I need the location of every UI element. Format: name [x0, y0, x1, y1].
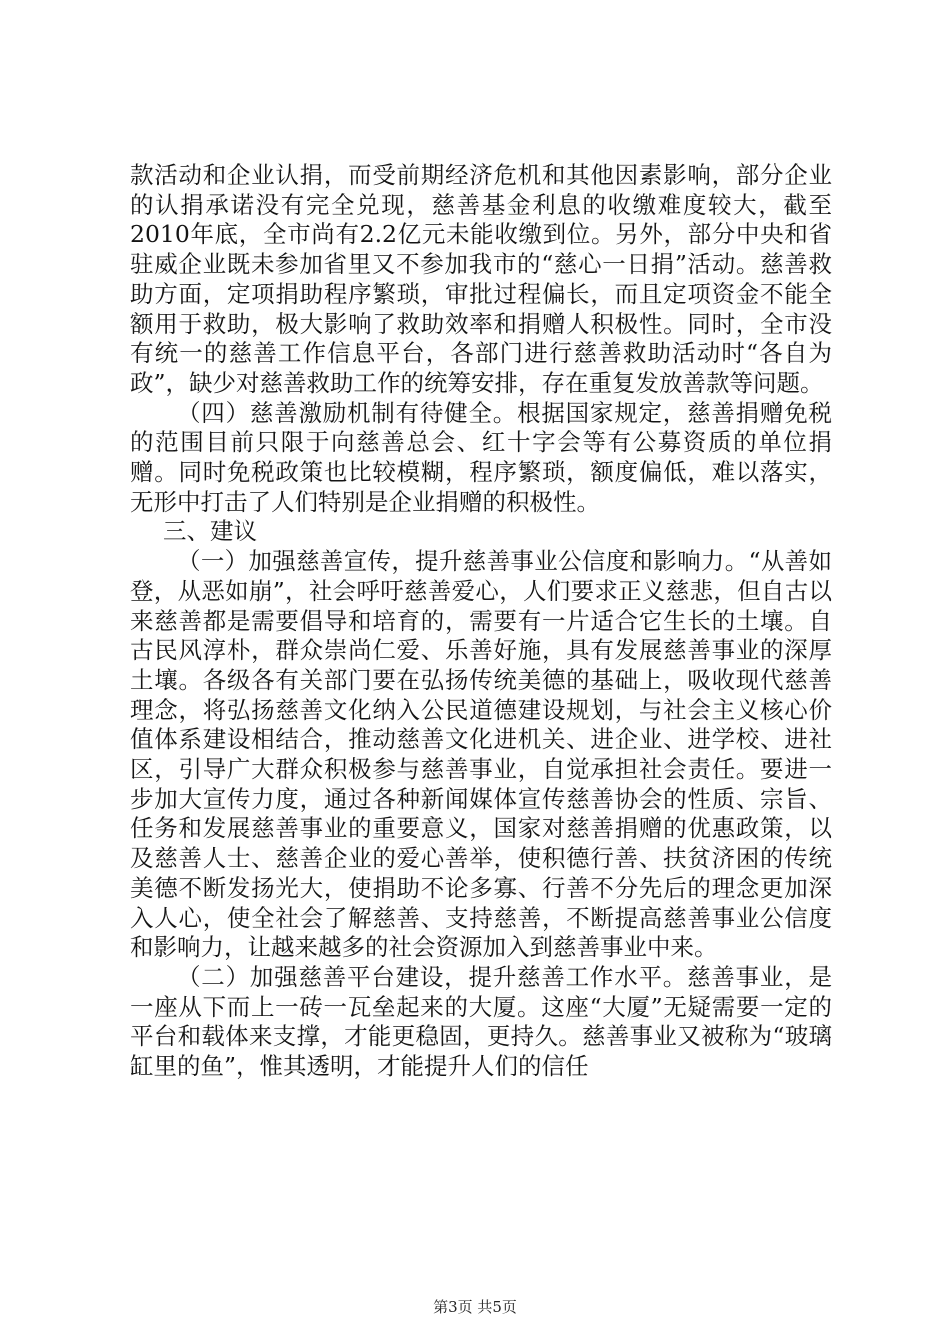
- paragraph-suggestion-two: （二）加强慈善平台建设，提升慈善工作水平。慈善事业，是一座从下而上一砖一瓦垒起来的大厦。这座“大厦”无疑需要一定的平台和载体来支撑，才能更稳固，更持久。慈善事业又被称为“玻璃缸里的鱼”，惟其透明，才能提升人们的信任: [130, 962, 832, 1081]
- document-body: [130, 161, 832, 1082]
- page-footer: 第3页 共5页: [433, 1298, 517, 1316]
- paragraph-suggestion-one: （一）加强慈善宣传，提升慈善事业公信度和影响力。“从善如登，从恶如崩”，社会呼吁慈善爱心，人们要求正义慈悲，但自古以来慈善都是需要倡导和培育的，需要有一片适合它生长的土壤。自古民风淳朴，群众崇尚仁爱、乐善好施，具有发展慈善事业的深厚土壤。各级各有关部门要在弘扬传统美德的基础上，吸收现代慈善理念，将弘扬慈善文化纳入公民道德建设规划，与社会主义核心价值体系建设相结合，推动慈善文化进机关、进企业、进学校、进社区，引导广大群众积极参与慈善事业，自觉承担社会责任。要进一步加大宣传力度，通过各种新闻媒体宣传慈善协会的性质、宗旨、任务和发展慈善事业的重要意义，国家对慈善捐赠的优惠政策，以及慈善人士、慈善企业的爱心善举，使积德行善、扶贫济困的传统美德不断发扬光大，使捐助不论多寡、行善不分先后的理念更加深入人心，使全社会了解慈善、支持慈善，不断提高慈善事业公信度和影响力，让越来越多的社会资源加入到慈善事业中来。: [130, 547, 832, 962]
- section-heading-suggestions: 三、建议: [163, 517, 257, 546]
- paragraph-section-four: （四）慈善激励机制有待健全。根据国家规定，慈善捐赠免税的范围目前只限于向慈善总会、红十字会等有公募资质的单位捐赠。同时免税政策也比较模糊，程序繁琐，额度偏低，难以落实，无形中打击了人们特别是企业捐赠的积极性。: [130, 398, 832, 516]
- paragraph-continuation: 款活动和企业认捐，而受前期经济危机和其他因素影响，部分企业的认捐承诺没有完全兑现，慈善基金利息的收缴难度较大，截至2010年底，全市尚有2.2亿元未能收缴到位。另外，部分中央和省驻威企业既未参加省里又不参加我市的“慈心一日捐”活动。慈善救助方面，定项捐助程序繁琐，审批过程偏长，而且定项资金不能全额用于救助，极大影响了救助效率和捐赠人积极性。同时，全市没有统一的慈善工作信息平台，各部门进行慈善救助活动时“各自为政”，缺少对慈善救助工作的统筹安排，存在重复发放善款等问题。: [130, 161, 832, 397]
